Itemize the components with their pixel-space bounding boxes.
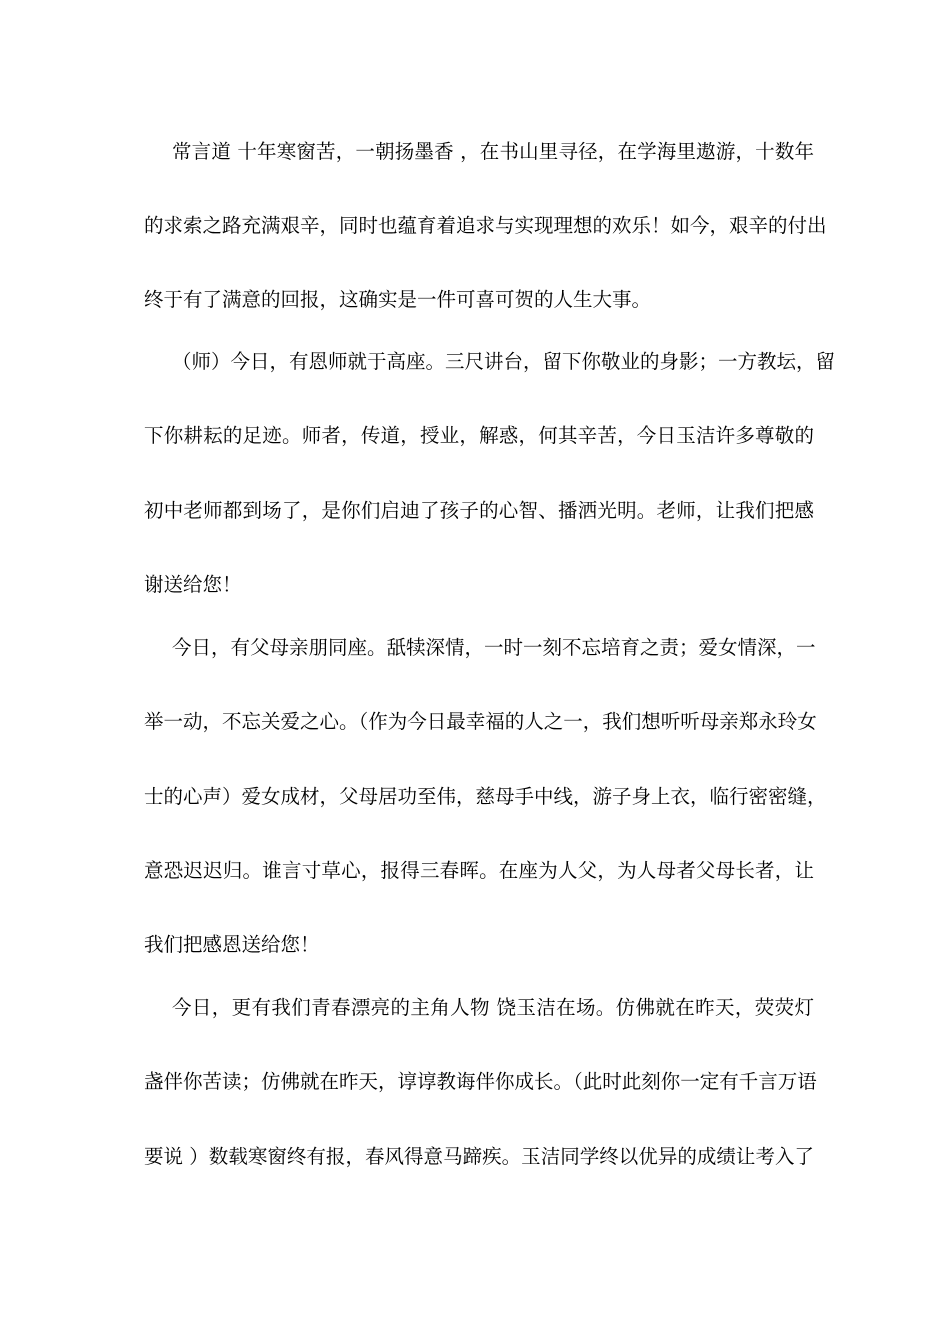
paragraph-3-line-1: 今日，有父母亲朋同座。舐犊深情，一时一刻不忘培育之责；爱女情深，一 (172, 636, 816, 659)
paragraph-4-line-2: 盏伴你苦读；仿佛就在昨天，谆谆教诲伴你成长。（此时此刻你一定有千言万语 (144, 1070, 817, 1093)
paragraph-3-line-5: 我们把感恩送给您！ (144, 933, 320, 956)
paragraph-2-line-1: （师）今日，有恩师就于高座。三尺讲台，留下你敬业的身影；一方教坛，留 (172, 350, 836, 373)
paragraph-2-line-3: 初中老师都到场了，是你们启迪了孩子的心智、播洒光明。老师，让我们把感 (144, 499, 814, 522)
paragraph-2-line-4: 谢送给您！ (144, 573, 242, 596)
paragraph-1-line-1: 常言道 十年寒窗苦，一朝扬墨香 ，在书山里寻径，在学海里遨游，十数年 (172, 140, 814, 163)
paragraph-3-line-4: 意恐迟迟归。谁言寸草心，报得三春晖。在座为人父，为人母者父母长者，让 (144, 859, 814, 882)
paragraph-4-line-3: 要说 ）数载寒窗终有报，春风得意马蹄疾。玉洁同学终以优异的成绩让考入了 (144, 1145, 814, 1168)
paragraph-4-line-1: 今日，更有我们青春漂亮的主角人物 饶玉洁在场。仿佛就在昨天，荧荧灯 (172, 996, 814, 1019)
paragraph-2-line-2: 下你耕耘的足迹。师者，传道，授业，解惑，何其辛苦，今日玉洁许多尊敬的 (144, 424, 814, 447)
paragraph-3-line-2: 举一动，不忘关爱之心。（作为今日最幸福的人之一，我们想听听母亲郑永玲女 (144, 710, 817, 733)
paragraph-1-line-3: 终于有了满意的回报，这确实是一件可喜可贺的人生大事。 (144, 288, 652, 311)
paragraph-3-line-3: 士的心声）爱女成材，父母居功至伟，慈母手中线，游子身上衣，临行密密缝， (144, 785, 827, 808)
paragraph-1-line-2: 的求索之路充满艰辛，同时也蕴育着追求与实现理想的欢乐！如今，艰辛的付出 (144, 214, 827, 237)
